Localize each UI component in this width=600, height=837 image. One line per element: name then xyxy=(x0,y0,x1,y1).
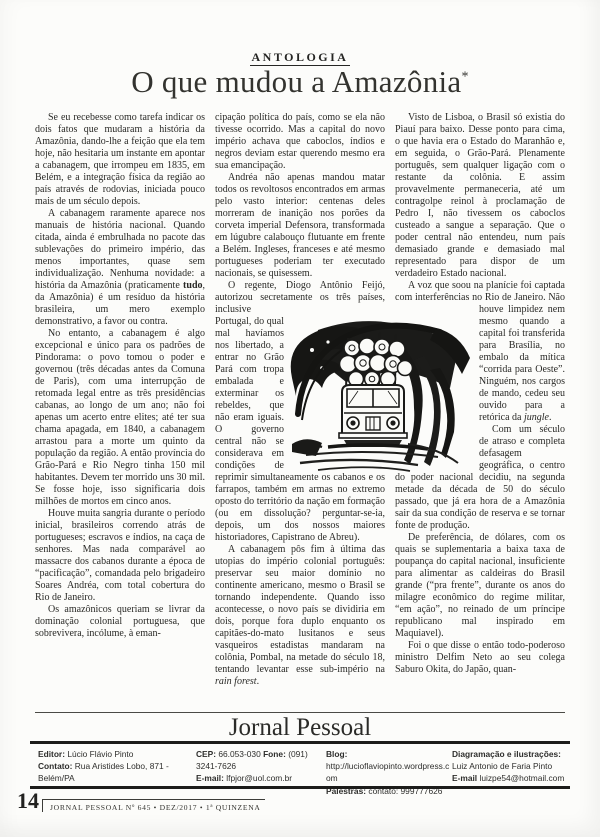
imprint-label: CEP: xyxy=(196,749,217,759)
paragraph: cipação política do país, como se ela não tivesse ocorrido. Mas a capital do novo império achava que caboclos, índios e negros deviam estar querendo mesmo era sua emancipação. xyxy=(215,112,385,171)
imprint-value: Lúcio Flávio Pinto xyxy=(67,749,134,759)
italic-phrase: jungle xyxy=(523,412,549,423)
paragraph: Os amazônicos queriam se livrar da dominação colonial portuguesa, que sobrevivera, incólume, à eman- xyxy=(35,604,205,639)
paragraph: No entanto, a cabanagem é algo excepcional e único para os padrões de Pindorama: o povo tomou o poder e governou (três décadas antes da Comuna de Paris), com uma interrupção de retomada legal entre as três presidências cabanas, ao longo de um ano; não foi apenas um acerto entre elites; até ter sua chama apagada, em 1840, a cabanagem arrastou para a morte um quinto da população da região. A então província do Grão-Pará e Rio Negro tinha 150 mil habitantes. Devem ter morrido uns 30 mil. Se fosse hoje, isso significaria dois milhões de mortos em cinco anos. xyxy=(35,328,205,507)
divider-thick-top xyxy=(30,741,570,744)
imprint-label: Editor: xyxy=(38,749,65,759)
imprint-value: lfpjor@uol.com.br xyxy=(226,773,293,784)
imprint-line xyxy=(196,748,326,772)
imprint-label: Blog: xyxy=(326,749,348,759)
journal-masthead: Jornal Pessoal xyxy=(228,714,372,741)
italic-phrase: rain forest xyxy=(215,676,257,687)
paragraph xyxy=(215,544,385,688)
paragraph-text: inclusive Portugal, do qual mal havíamos nos libertado, a entrar no Grão Pará com tropa embalada e exterminar os rebeldes, que não eram iguais. O governo central não se considerava em condições de reprimir simultaneamente os cabanos e os farrapos, também em armas no extremo oposto do território da nação em formação (ou em dissolução? perguntar-se-ia, depois, um dos nossos maiores historiadores, Capistrano de Abreu). xyxy=(215,304,385,543)
imprint-line xyxy=(38,748,196,760)
paragraph: Houve muita sangria durante o período inicial, brasileiros correndo atrás de portugueses; escravos e índios, na caça de senhores. Mas nada comparável ao massacre dos cabanos durante a época de “pacificação”, comandada pelo brigadeiro Soares Andréa, com total cobertura do Rio de Janeiro. xyxy=(35,508,205,603)
page-number: 14 xyxy=(17,788,39,813)
paragraph: Visto de Lisboa, o Brasil só existia do Piauí para baixo. Desse ponto para cima, o que havia era o Estado do Maranhão e, em seguida, o Grão-Pará. Plenamente português, sem qualquer ligação com o restante da colônia. E assim provavelmente permaneceria, até um contragolpe reinol à proclamação de Pedro I, não tivessem os caboclos custeado a sangue a separação. Que o poder central não entendeu, num país demasiado grande e demasiado mal representado para dispor de um verdadeiro Estado nacional. xyxy=(395,112,565,279)
imprint-value: 66.053-030 xyxy=(218,749,261,759)
imprint-label: E-mail xyxy=(452,773,478,784)
issue-line: JORNAL PESSOAL Nº 645 • DEZ/2017 • 1ª QUINZENA xyxy=(42,799,265,812)
imprint-line xyxy=(452,772,568,784)
paragraph: Foi o que disse o então todo-poderoso ministro Delfim Neto ao seu colega Saburo Okita, do Japão, quan- xyxy=(395,640,565,675)
paragraph-text: , da Amazônia) é um resíduo da história brasileira, um mero exemplo demonstrativo, a favor ou contra. xyxy=(35,280,205,327)
imprint-label: Fone: xyxy=(263,749,286,759)
paragraph-text: O regente, Diogo Antônio Feijó, autorizou secretamente os três países, xyxy=(215,280,385,303)
imprint-value: luizpe54@hotmail.com xyxy=(479,773,565,784)
bold-word: tudo xyxy=(183,280,203,291)
paragraph-text: mesmo quando a capital foi transferida para Brasília, no embalo da mítica “corrida para Oeste”. Ninguém, nos cargos de mando, cedeu seu ouvido para a retórica da xyxy=(479,316,565,423)
imprint-line xyxy=(452,760,568,772)
footnote-asterisk: * xyxy=(461,69,469,85)
paragraph xyxy=(35,208,205,328)
paragraph-text: A cabanagem raramente aparece nos manuais de história nacional. Quando citada, ainda é embrulhada no pacote das sublevações do primeiro império, das menos importantes, quase sem individualização. Nenhuma novidade: a história da Amazônia (praticamente xyxy=(35,208,205,291)
divider-thick-bottom xyxy=(30,786,570,789)
logging-truck-sketch-svg xyxy=(288,316,472,476)
paragraph: De preferência, de dólares, com os quais se suplementaria a baixa taxa de poupança do capital nacional, insuficiente para alimentar as caldeiras do Brasil grande (“pra frente”, durante os anos do milagre econômico do regime militar, “em ação”, no reinado de um príncipe republicano mal inspirado em Maquiavel). xyxy=(395,532,565,639)
imprint-line xyxy=(326,748,452,785)
page-footer-bar xyxy=(17,790,265,812)
logging-truck-illustration xyxy=(288,316,472,476)
imprint-value: contato: 999777626 xyxy=(368,785,443,796)
imprint-value: Rua Aristides Lobo, 871 - Belém/PA xyxy=(38,761,169,784)
article-column-1 xyxy=(35,112,205,688)
imprint-label: Contato: xyxy=(38,761,73,772)
imprint-column-design xyxy=(452,748,568,797)
imprint-label: E-mail: xyxy=(196,773,224,784)
divider-thin xyxy=(35,712,565,713)
imprint-label: Palestras: xyxy=(326,785,367,796)
paragraph: Se eu recebesse como tarefa indicar os dois fatos que mudaram a história da Amazônia, dando-lhe a feição que ela tem hoje, não hesitaria um instante em apontar a cabanagem, que irrompeu em 1835, em Belém, e a integração física da região ao país através de rodovias, iniciada pouco mais de um século depois. xyxy=(35,112,205,207)
imprint-value: http://lucioflaviopinto.wordpress.com xyxy=(326,761,450,784)
section-kicker-label: ANTOLOGIA xyxy=(251,50,349,64)
paragraph: Com um século de atraso e completa defasagem geográfica, o centro do poder nacional decidiu, na segunda metade da década de 50 do século passado, que já era hora de a Amazônia sair da sua condição de reserva e se tornar fonte de produção. xyxy=(395,424,565,531)
paragraph-text: . xyxy=(548,412,552,423)
imprint-line xyxy=(38,760,196,784)
imprint-value: (091) 3241-7626 xyxy=(196,749,308,772)
imprint-label: Diagramação e ilustrações: xyxy=(452,749,561,759)
article-title xyxy=(0,64,600,100)
paragraph-text: . xyxy=(256,676,260,687)
paragraph: Andréa não apenas mandou matar todos os revoltosos encontrados em armas pelo vasto interior: centenas deles morreram de inanição nos porões da corveta imperial Defensora, transformada em lúgubre calabouço flutuante em frente a Belém. Ingleses, franceses e até mesmo portugueses poderiam ter executado nacionais, se quisessem. xyxy=(215,172,385,279)
imprint-value: Luiz Antonio de Faria Pinto xyxy=(452,761,553,772)
paragraph-text: A cabanagem pôs fim à última das utopias do império colonial português: preservar seu maior domínio no continente americano, mesmo o Brasil se tornando independente. Quando isso acontecesse, o novo país se dividiria em dois, porque fora duplo enquanto os capitães-do-mato lusitanos e seus vasqueiros estadistas mandaram na colônia, Pombal, na metade do século 18, tentando levantar esse sub-império na xyxy=(215,544,385,675)
article-title-text: O que mudou a Amazônia xyxy=(131,64,462,99)
imprint-line xyxy=(196,772,326,784)
imprint-line xyxy=(452,748,568,760)
imprint-column-blog xyxy=(326,748,452,797)
paragraph-text: A voz que soou na planície foi captada com interferências no Rio de Janeiro. Não houve limpidez nem xyxy=(395,280,565,315)
